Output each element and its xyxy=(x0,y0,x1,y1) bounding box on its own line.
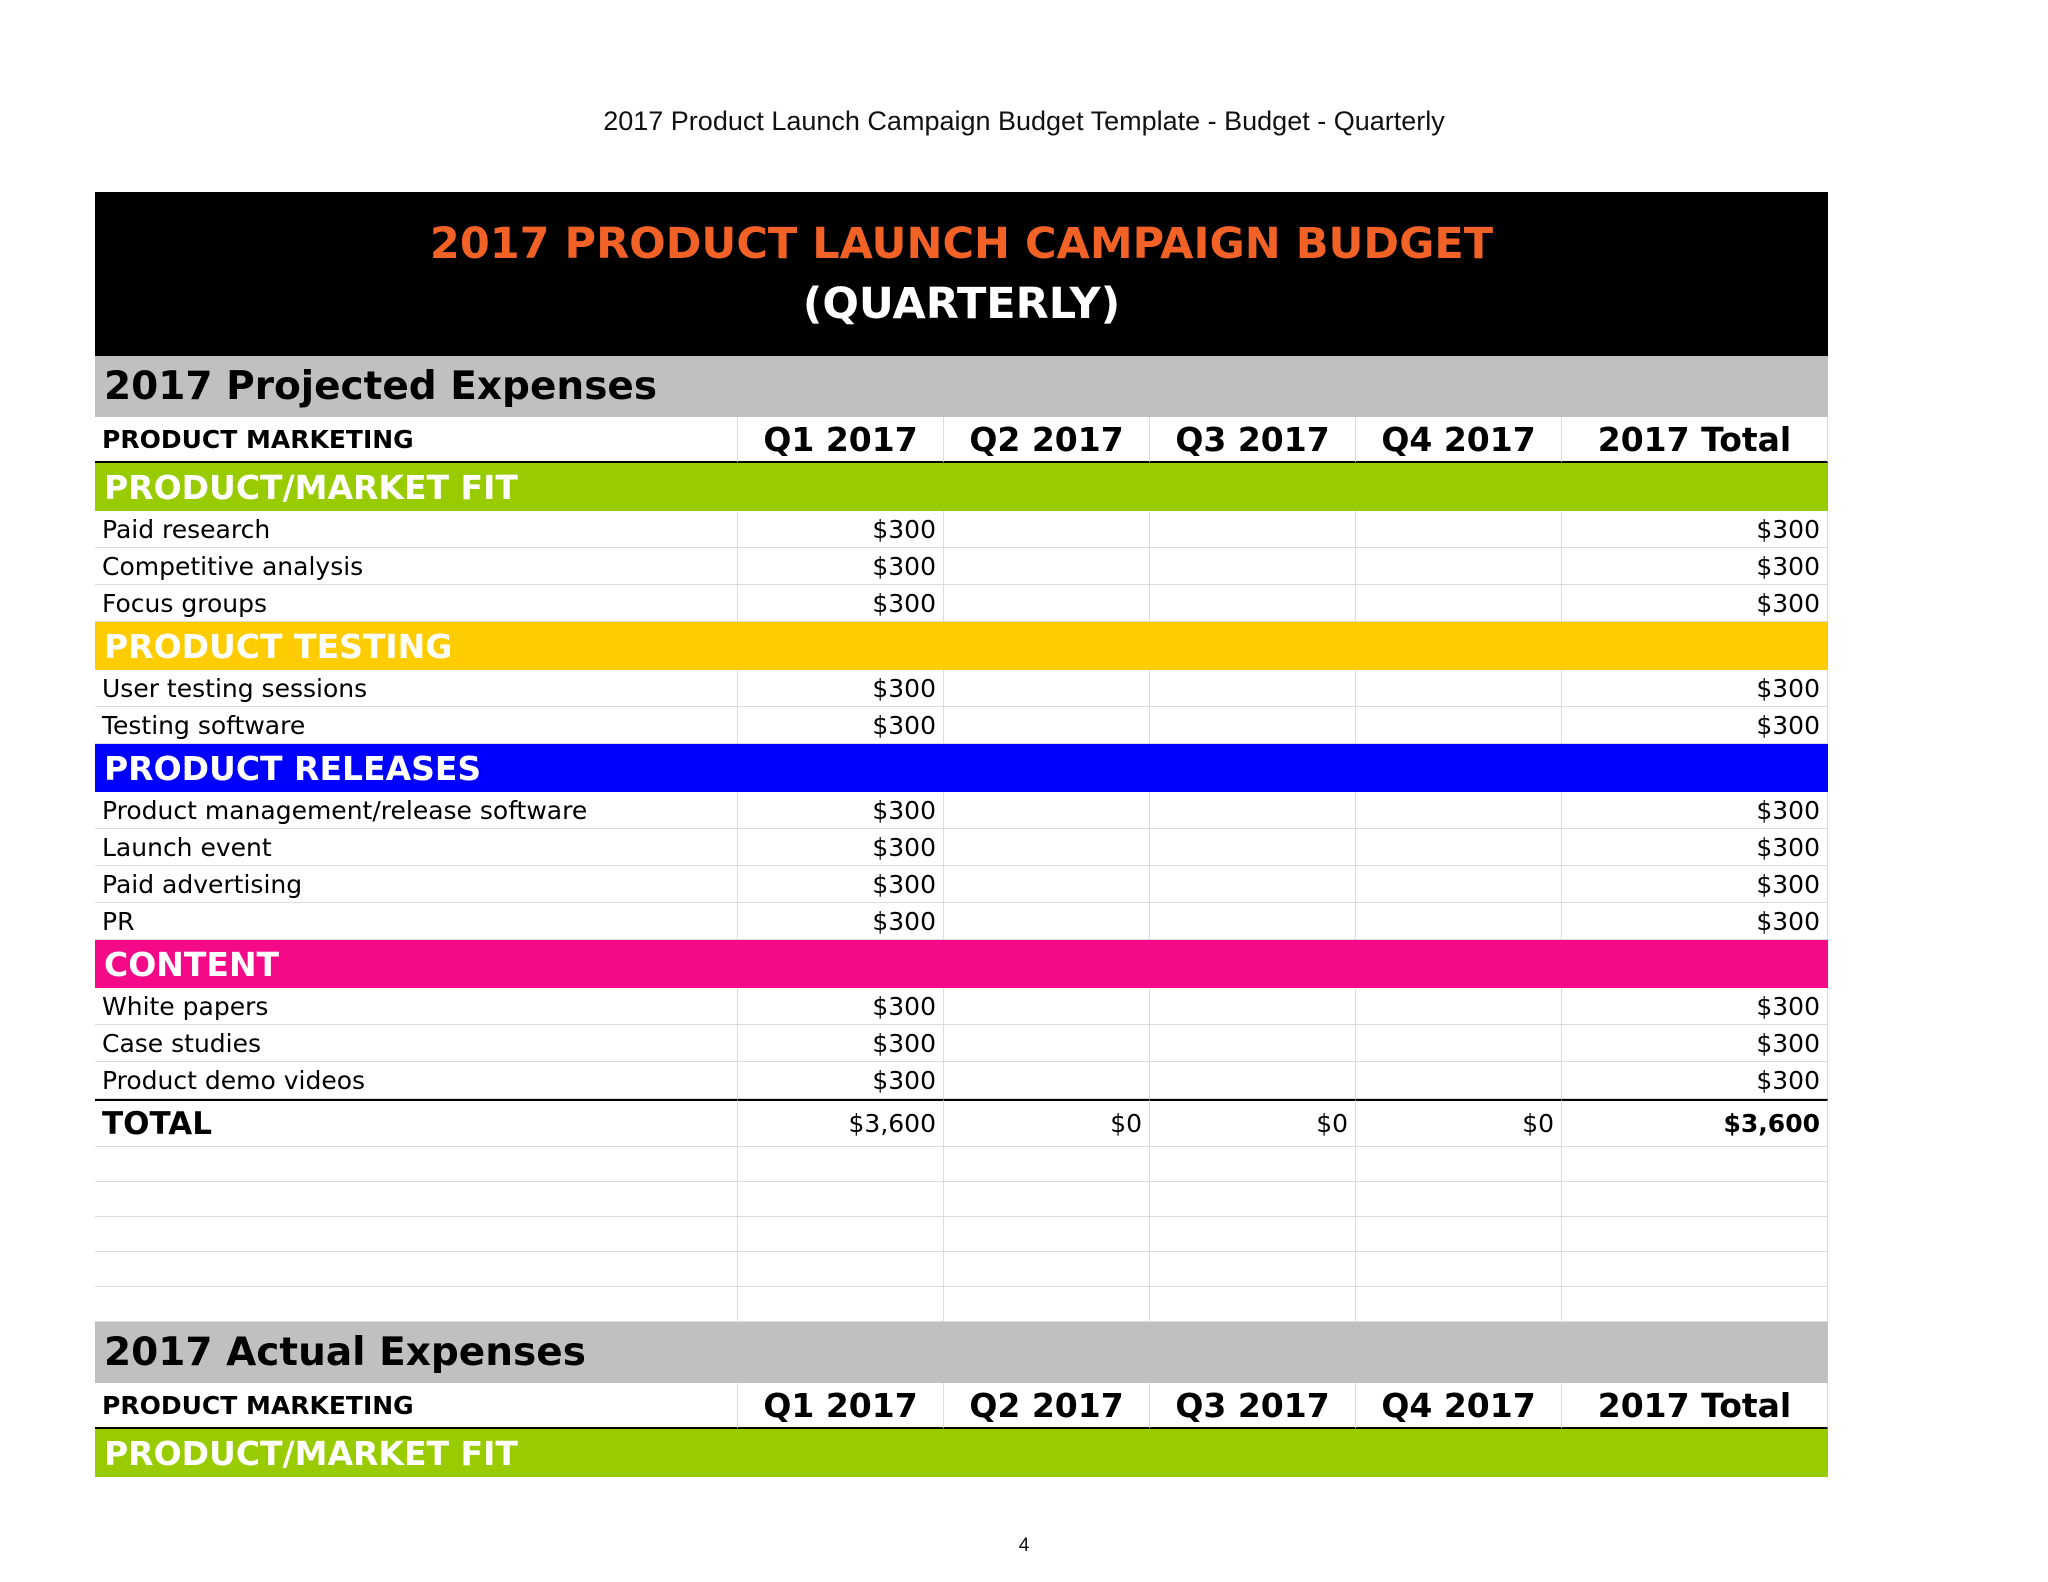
empty-cell xyxy=(95,1182,738,1217)
row-value: $300 xyxy=(738,829,944,866)
table-row xyxy=(95,903,1828,940)
table-row xyxy=(95,548,1828,585)
empty-cell xyxy=(1150,1182,1356,1217)
empty-row xyxy=(95,1287,1828,1322)
row-value: $300 xyxy=(1562,903,1828,940)
table-row xyxy=(95,792,1828,829)
row-value xyxy=(944,792,1150,829)
row-value xyxy=(1356,707,1562,744)
row-value: $300 xyxy=(738,866,944,903)
row-value xyxy=(1356,585,1562,622)
empty-cell xyxy=(738,1252,944,1287)
table-row xyxy=(95,1025,1828,1062)
row-value: $300 xyxy=(1562,866,1828,903)
empty-cell xyxy=(1150,1287,1356,1322)
header-q1: Q1 2017 xyxy=(738,417,944,463)
row-value: $300 xyxy=(1562,829,1828,866)
row-value xyxy=(944,903,1150,940)
row-label: Paid research xyxy=(95,511,738,548)
table-row xyxy=(95,829,1828,866)
row-label: User testing sessions xyxy=(95,670,738,707)
empty-row xyxy=(95,1182,1828,1217)
row-value xyxy=(1150,1025,1356,1062)
row-value xyxy=(944,707,1150,744)
sheet-banner xyxy=(95,192,1828,356)
row-label: Product demo videos xyxy=(95,1062,738,1099)
row-value: $300 xyxy=(738,988,944,1025)
actual-category-product-market-fit: PRODUCT/MARKET FIT xyxy=(95,1429,1828,1477)
budget-sheet xyxy=(95,192,1828,1477)
row-label: Competitive analysis xyxy=(95,548,738,585)
empty-cell xyxy=(944,1182,1150,1217)
row-label: PR xyxy=(95,903,738,940)
row-value: $300 xyxy=(738,1025,944,1062)
empty-cell xyxy=(944,1147,1150,1182)
row-value: $300 xyxy=(738,792,944,829)
empty-cell xyxy=(738,1217,944,1252)
row-value xyxy=(1150,988,1356,1025)
empty-row xyxy=(95,1147,1828,1182)
empty-cell xyxy=(944,1217,1150,1252)
row-value xyxy=(1356,548,1562,585)
total-label: TOTAL xyxy=(95,1099,738,1147)
row-value xyxy=(1356,903,1562,940)
row-value xyxy=(1150,670,1356,707)
row-value xyxy=(944,866,1150,903)
row-value: $300 xyxy=(738,670,944,707)
table-row xyxy=(95,585,1828,622)
empty-cell xyxy=(1356,1252,1562,1287)
row-value xyxy=(1150,1062,1356,1099)
row-value: $300 xyxy=(738,511,944,548)
total-row xyxy=(95,1099,1828,1147)
row-value: $300 xyxy=(738,707,944,744)
header-total: 2017 Total xyxy=(1562,417,1828,463)
row-value xyxy=(1150,585,1356,622)
row-value xyxy=(944,988,1150,1025)
total-q1: $3,600 xyxy=(738,1099,944,1147)
row-label: Testing software xyxy=(95,707,738,744)
empty-cell xyxy=(1356,1147,1562,1182)
row-value xyxy=(1356,670,1562,707)
table-row xyxy=(95,707,1828,744)
empty-row xyxy=(95,1252,1828,1287)
empty-cell xyxy=(1150,1147,1356,1182)
row-value xyxy=(1356,1025,1562,1062)
empty-cell xyxy=(738,1147,944,1182)
actual-expenses-heading: 2017 Actual Expenses xyxy=(95,1322,1828,1383)
total-q3: $0 xyxy=(1150,1099,1356,1147)
row-value xyxy=(1356,829,1562,866)
row-value: $300 xyxy=(1562,1025,1828,1062)
empty-cell xyxy=(95,1217,738,1252)
row-value xyxy=(944,1025,1150,1062)
row-value xyxy=(1150,903,1356,940)
table-row xyxy=(95,670,1828,707)
empty-cell xyxy=(1356,1287,1562,1322)
row-label: Launch event xyxy=(95,829,738,866)
row-value: $300 xyxy=(1562,1062,1828,1099)
empty-cell xyxy=(1562,1147,1828,1182)
category-header: PRODUCT/MARKET FIT xyxy=(95,463,1828,511)
category-header: PRODUCT RELEASES xyxy=(95,744,1828,792)
row-value: $300 xyxy=(738,1062,944,1099)
header-product-marketing: PRODUCT MARKETING xyxy=(95,417,738,463)
row-value xyxy=(944,548,1150,585)
empty-cell xyxy=(1562,1287,1828,1322)
banner-title: 2017 PRODUCT LAUNCH CAMPAIGN BUDGET xyxy=(429,219,1494,269)
empty-cell xyxy=(1562,1252,1828,1287)
actual-header-q4: Q4 2017 xyxy=(1356,1383,1562,1429)
projected-header-row xyxy=(95,417,1828,463)
row-value: $300 xyxy=(738,585,944,622)
row-value xyxy=(944,829,1150,866)
row-value: $300 xyxy=(738,548,944,585)
row-value xyxy=(1150,511,1356,548)
row-label: Product management/release software xyxy=(95,792,738,829)
row-label: White papers xyxy=(95,988,738,1025)
table-row xyxy=(95,511,1828,548)
actual-header-q3: Q3 2017 xyxy=(1150,1383,1356,1429)
row-value: $300 xyxy=(738,903,944,940)
row-value xyxy=(944,585,1150,622)
banner-subtitle: (QUARTERLY) xyxy=(802,279,1121,329)
row-value: $300 xyxy=(1562,792,1828,829)
empty-cell xyxy=(738,1287,944,1322)
header-q4: Q4 2017 xyxy=(1356,417,1562,463)
row-value xyxy=(944,1062,1150,1099)
projected-body xyxy=(95,463,1828,1099)
row-value xyxy=(1356,792,1562,829)
row-value xyxy=(1356,511,1562,548)
row-label: Case studies xyxy=(95,1025,738,1062)
table-row xyxy=(95,988,1828,1025)
row-value xyxy=(1356,866,1562,903)
empty-cell xyxy=(1356,1217,1562,1252)
empty-cell xyxy=(95,1147,738,1182)
row-value xyxy=(1356,988,1562,1025)
empty-row xyxy=(95,1217,1828,1252)
empty-cell xyxy=(95,1287,738,1322)
row-value xyxy=(1356,1062,1562,1099)
total-year: $3,600 xyxy=(1562,1099,1828,1147)
header-q3: Q3 2017 xyxy=(1150,417,1356,463)
row-value xyxy=(1150,829,1356,866)
document-title: 2017 Product Launch Campaign Budget Template - Budget - Quarterly xyxy=(603,106,1445,136)
total-q4: $0 xyxy=(1356,1099,1562,1147)
actual-header-q2: Q2 2017 xyxy=(944,1383,1150,1429)
empty-cell xyxy=(944,1287,1150,1322)
row-value xyxy=(1150,548,1356,585)
actual-header-product-marketing: PRODUCT MARKETING xyxy=(95,1383,738,1429)
empty-cell xyxy=(1150,1252,1356,1287)
row-value: $300 xyxy=(1562,585,1828,622)
actual-header-q1: Q1 2017 xyxy=(738,1383,944,1429)
row-value xyxy=(944,670,1150,707)
category-header: PRODUCT TESTING xyxy=(95,622,1828,670)
empty-cell xyxy=(1356,1182,1562,1217)
row-value: $300 xyxy=(1562,670,1828,707)
row-value: $300 xyxy=(1562,988,1828,1025)
empty-cell xyxy=(944,1252,1150,1287)
row-label: Paid advertising xyxy=(95,866,738,903)
empty-cell xyxy=(738,1182,944,1217)
row-value xyxy=(1150,866,1356,903)
row-value: $300 xyxy=(1562,707,1828,744)
row-value xyxy=(944,511,1150,548)
empty-cell xyxy=(1150,1217,1356,1252)
row-value xyxy=(1150,707,1356,744)
actual-header-row xyxy=(95,1383,1828,1429)
header-q2: Q2 2017 xyxy=(944,417,1150,463)
empty-cell xyxy=(1562,1182,1828,1217)
category-header: CONTENT xyxy=(95,940,1828,988)
row-value: $300 xyxy=(1562,548,1828,585)
table-row xyxy=(95,866,1828,903)
row-label: Focus groups xyxy=(95,585,738,622)
table-row xyxy=(95,1062,1828,1099)
actual-header-total: 2017 Total xyxy=(1562,1383,1828,1429)
empty-cell xyxy=(95,1252,738,1287)
projected-expenses-heading: 2017 Projected Expenses xyxy=(95,356,1828,417)
row-value xyxy=(1150,792,1356,829)
empty-rows xyxy=(95,1147,1828,1322)
empty-cell xyxy=(1562,1217,1828,1252)
page-number: 4 xyxy=(1018,1535,1030,1556)
total-q2: $0 xyxy=(944,1099,1150,1147)
row-value: $300 xyxy=(1562,511,1828,548)
